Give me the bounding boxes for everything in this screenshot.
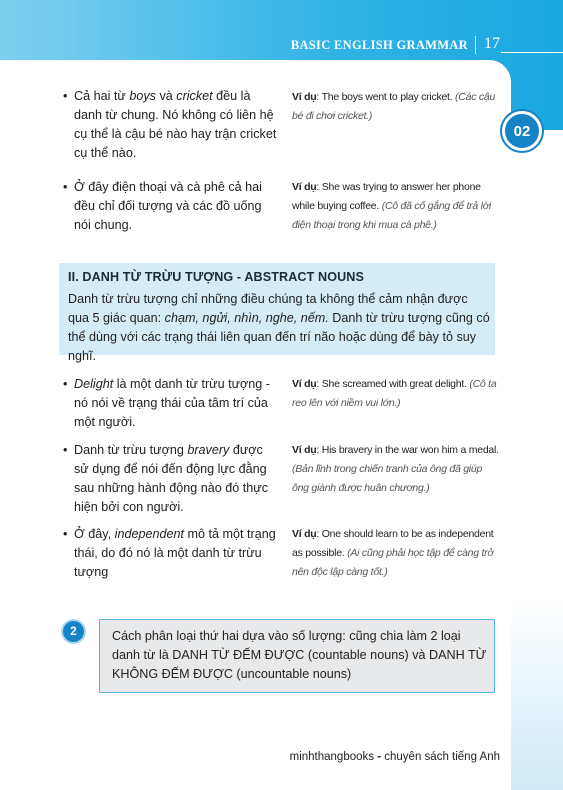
bullet-delight: • Delight là một danh từ trừu tượng - nó nói về trạng thái của tâm trí của một người. bbox=[63, 377, 270, 429]
bullet-dot-icon: • bbox=[63, 89, 68, 103]
example-boys-cricket: Ví dụ: The boys went to play cricket. (Các cậu bé đi chơi cricket.) bbox=[292, 91, 496, 122]
bullet-boys-cricket: • Cả hai từ boys và cricket đều là danh từ chung. Nó không có liên hệ cụ thể là cậu bé nào hay trận cricket cụ thể nào. bbox=[63, 89, 277, 160]
bullet-dot-icon: • bbox=[63, 180, 68, 194]
bullet-dot-icon: • bbox=[63, 443, 68, 457]
bullet-independent: • Ở đây, independent mô tả một trạng thái, do đó nó là một danh từ trừu tượng bbox=[63, 527, 276, 579]
footer-credit: minhthangbooks - chuyên sách tiếng Anh bbox=[289, 751, 500, 763]
chapter-badge: 02 bbox=[502, 111, 542, 151]
section-heading: II. DANH TỪ TRỪU TƯỢNG - ABSTRACT NOUNS bbox=[68, 270, 364, 284]
page-number: 17 bbox=[484, 35, 500, 52]
example-delight: Ví dụ: She screamed with great delight. (Cô ta reo lên với niềm vui lớn.) bbox=[292, 378, 497, 409]
note-number-badge: 2 bbox=[63, 621, 84, 642]
header-separator bbox=[475, 36, 477, 54]
example-bravery: Ví dụ: His bravery in the war won him a medal. (Bản lĩnh trong chiến tranh của ông đã giúp ông giành được huân chương.) bbox=[292, 444, 499, 494]
bullet-dot-icon: • bbox=[63, 377, 68, 391]
note-text: Cách phân loại thứ hai dựa vào số lượng: cũng chia làm 2 loại danh từ là DANH TỪ ĐẾM ĐƯỢC (countable nouns) và DANH TỪ KHÔNG ĐẾM ĐƯỢC (uncountable nouns) bbox=[112, 629, 487, 681]
bullet-bravery: • Danh từ trừu tượng bravery được sử dụng để nói đến động lực đằng sau những hành động nào đó thực hiện bởi con người. bbox=[63, 443, 269, 514]
example-phone-coffee: Ví dụ: She was trying to answer her phone while buying coffee. (Cô đã cố gắng để trả lời điện thoại trong khi mua cà phê.) bbox=[292, 181, 491, 231]
section-definition: Danh từ trừu tượng chỉ những điều chúng ta không thể cảm nhận được qua 5 giác quan: chạm, ngửi, nhìn, nghe, nếm. Danh từ trừu tượng cũng có thể dùng với các trạng thái liên quan đến trí não hoặc dùng để bày tỏ suy nghĩ. bbox=[68, 292, 490, 363]
example-independent: Ví dụ: One should learn to be as independent as possible. (Ai cũng phải học tập để càng trở nên độc lập càng tốt.) bbox=[292, 528, 494, 578]
bullet-dot-icon: • bbox=[63, 527, 68, 541]
book-title: BASIC ENGLISH GRAMMAR bbox=[290, 38, 468, 52]
header-rule bbox=[501, 52, 563, 53]
bullet-phone-coffee: • Ở đây điện thoại và cà phê cả hai đều chỉ đối tượng và các đồ uống nói chung. bbox=[63, 180, 262, 232]
side-gradient bbox=[511, 600, 563, 790]
